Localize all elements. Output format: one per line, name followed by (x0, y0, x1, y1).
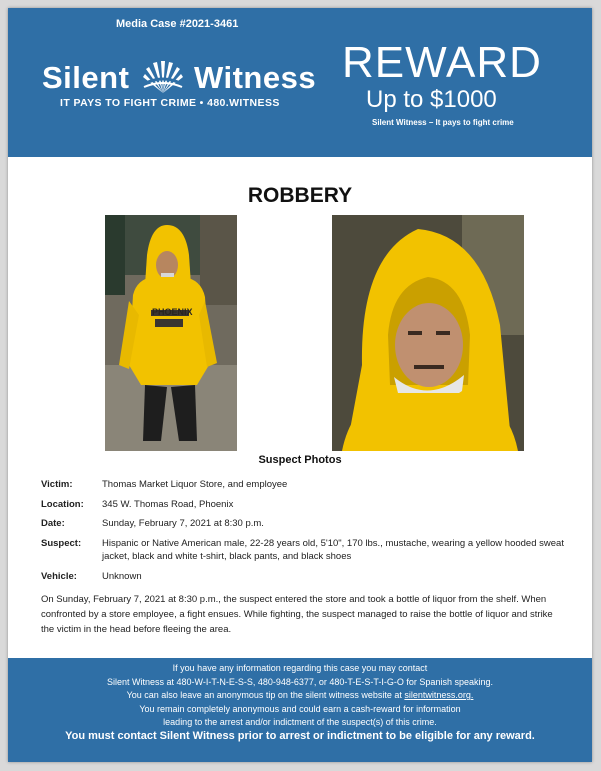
brand-tagline: IT PAYS TO FIGHT CRIME • 480.WITNESS (60, 97, 280, 109)
sweatshirt-text: PHOENIX (152, 307, 193, 317)
footer-line: If you have any information regarding this case you may contact (172, 663, 428, 673)
website-link[interactable]: silentwitness.org. (404, 690, 474, 700)
footer-line: leading to the arrest and/or indictment of the suspect(s) of this crime. (163, 717, 437, 727)
reward-title: REWARD (342, 38, 542, 87)
footer-line-website (8, 689, 592, 703)
case-details (41, 478, 571, 589)
detail-value: Thomas Market Liquor Store, and employee (102, 479, 288, 490)
footer-line: You can also leave an anonymous tip on the silent witness website at (126, 690, 405, 700)
sunburst-icon (140, 53, 186, 95)
suspect-photo-full-body (105, 215, 237, 451)
detail-label: Vehicle: (41, 570, 77, 582)
detail-label: Location: (41, 498, 84, 510)
detail-row-location (41, 498, 571, 512)
detail-row-victim (41, 478, 571, 492)
detail-value: Sunday, February 7, 2021 at 8:30 p.m. (102, 518, 264, 529)
detail-value: Hispanic or Native American male, 22-28 years old, 5'10", 170 lbs., mustache, wearing a yellow hooded sweat jacket, black and white t-shirt, black pants, and black shoes (102, 537, 564, 562)
suspect-photo-closeup (332, 215, 524, 451)
footer-line: Silent Witness at 480-W-I-T-N-E-S-S, 480-948-6377, or 480-T-E-S-T-I-G-O for Spanish speaking. (107, 676, 493, 687)
footer-banner (8, 658, 592, 762)
photos-caption: Suspect Photos (258, 454, 342, 466)
bulletin-page (8, 8, 592, 762)
crime-title: ROBBERY (247, 184, 353, 207)
footer-warning: You must contact Silent Witness prior to arrest or indictment to be eligible for any reward. (65, 730, 535, 742)
reward-tagline: Silent Witness – It pays to fight crime (372, 118, 514, 127)
detail-label: Suspect: (41, 537, 82, 549)
detail-value: Unknown (102, 570, 142, 582)
footer-line: You remain completely anonymous and could earn a cash-reward for information (139, 703, 461, 714)
brand-name-left: Silent (42, 60, 130, 95)
footer-contact-info (8, 662, 592, 730)
detail-value: 345 W. Thomas Road, Phoenix (102, 498, 234, 510)
header-banner (8, 8, 592, 157)
detail-row-date (41, 517, 571, 531)
detail-row-vehicle (41, 570, 571, 584)
case-narrative: On Sunday, February 7, 2021 at 8:30 p.m., the suspect entered the store and took a bottle of liquor from the shelf. When confronted by a store employee, a fight ensues. While fighting, the suspect managed to raise the bottle of liquor and strike the victim in the head before fleeing the area. (41, 594, 553, 635)
detail-row-suspect (41, 537, 571, 564)
reward-amount: Up to $1000 (366, 86, 497, 113)
detail-label: Date: (41, 518, 65, 529)
brand-name-right: Witness (194, 60, 317, 95)
media-case-number: Media Case #2021-3461 (116, 18, 239, 30)
detail-label: Victim: (41, 479, 73, 490)
